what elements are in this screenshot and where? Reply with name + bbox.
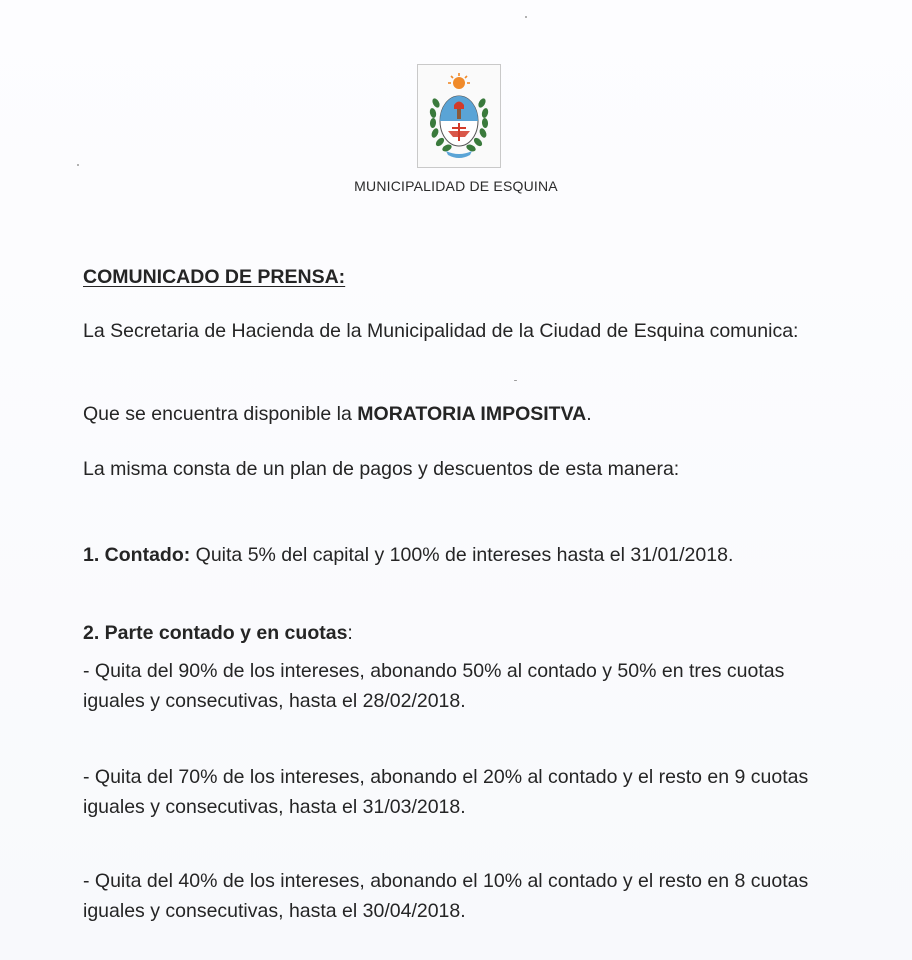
availability-paragraph [83,399,823,429]
option-2-item: - Quita del 70% de los intereses, abonando el 20% al contado y el resto en 9 cuotas iguales y consecutivas, hasta el 31/03/2018. [83,766,809,818]
paper-speck [514,380,517,381]
coat-of-arms-icon [418,65,500,167]
option-2-heading [83,618,823,648]
paper-speck [525,16,527,18]
coat-of-arms [417,64,501,168]
option-1-label: 1. Contado: [83,544,191,566]
sun-icon [448,73,470,89]
plan-intro-paragraph: La misma consta de un plan de pagos y descuentos de esta manera: [83,458,680,480]
shield-icon [440,96,478,146]
option-2-item: - Quita del 40% de los intereses, abonando el 10% al contado y el resto en 8 cuotas iguales y consecutivas, hasta el 30/04/2018. [83,870,809,922]
option-2-label: 2. Parte contado y en cuotas [83,622,348,644]
availability-prefix: Que se encuentra disponible la [83,403,358,425]
option-1-text: Quita 5% del capital y 100% de intereses hasta el 31/01/2018. [190,544,734,566]
paper-speck [77,164,79,166]
option-2-suffix: : [347,622,353,644]
press-release-heading: COMUNICADO DE PRENSA: [83,266,346,288]
option-1-paragraph [83,540,823,570]
availability-suffix: . [586,403,592,425]
intro-paragraph: La Secretaria de Hacienda de la Municipalidad de la Ciudad de Esquina comunica: [83,320,799,342]
organization-name: MUNICIPALIDAD DE ESQUINA [354,178,558,194]
moratoria-highlight: MORATORIA IMPOSITVA [357,403,587,425]
option-2-item: - Quita del 90% de los intereses, abonando 50% al contado y 50% en tres cuotas iguales y consecutivas, hasta el 28/02/2018. [83,660,785,712]
